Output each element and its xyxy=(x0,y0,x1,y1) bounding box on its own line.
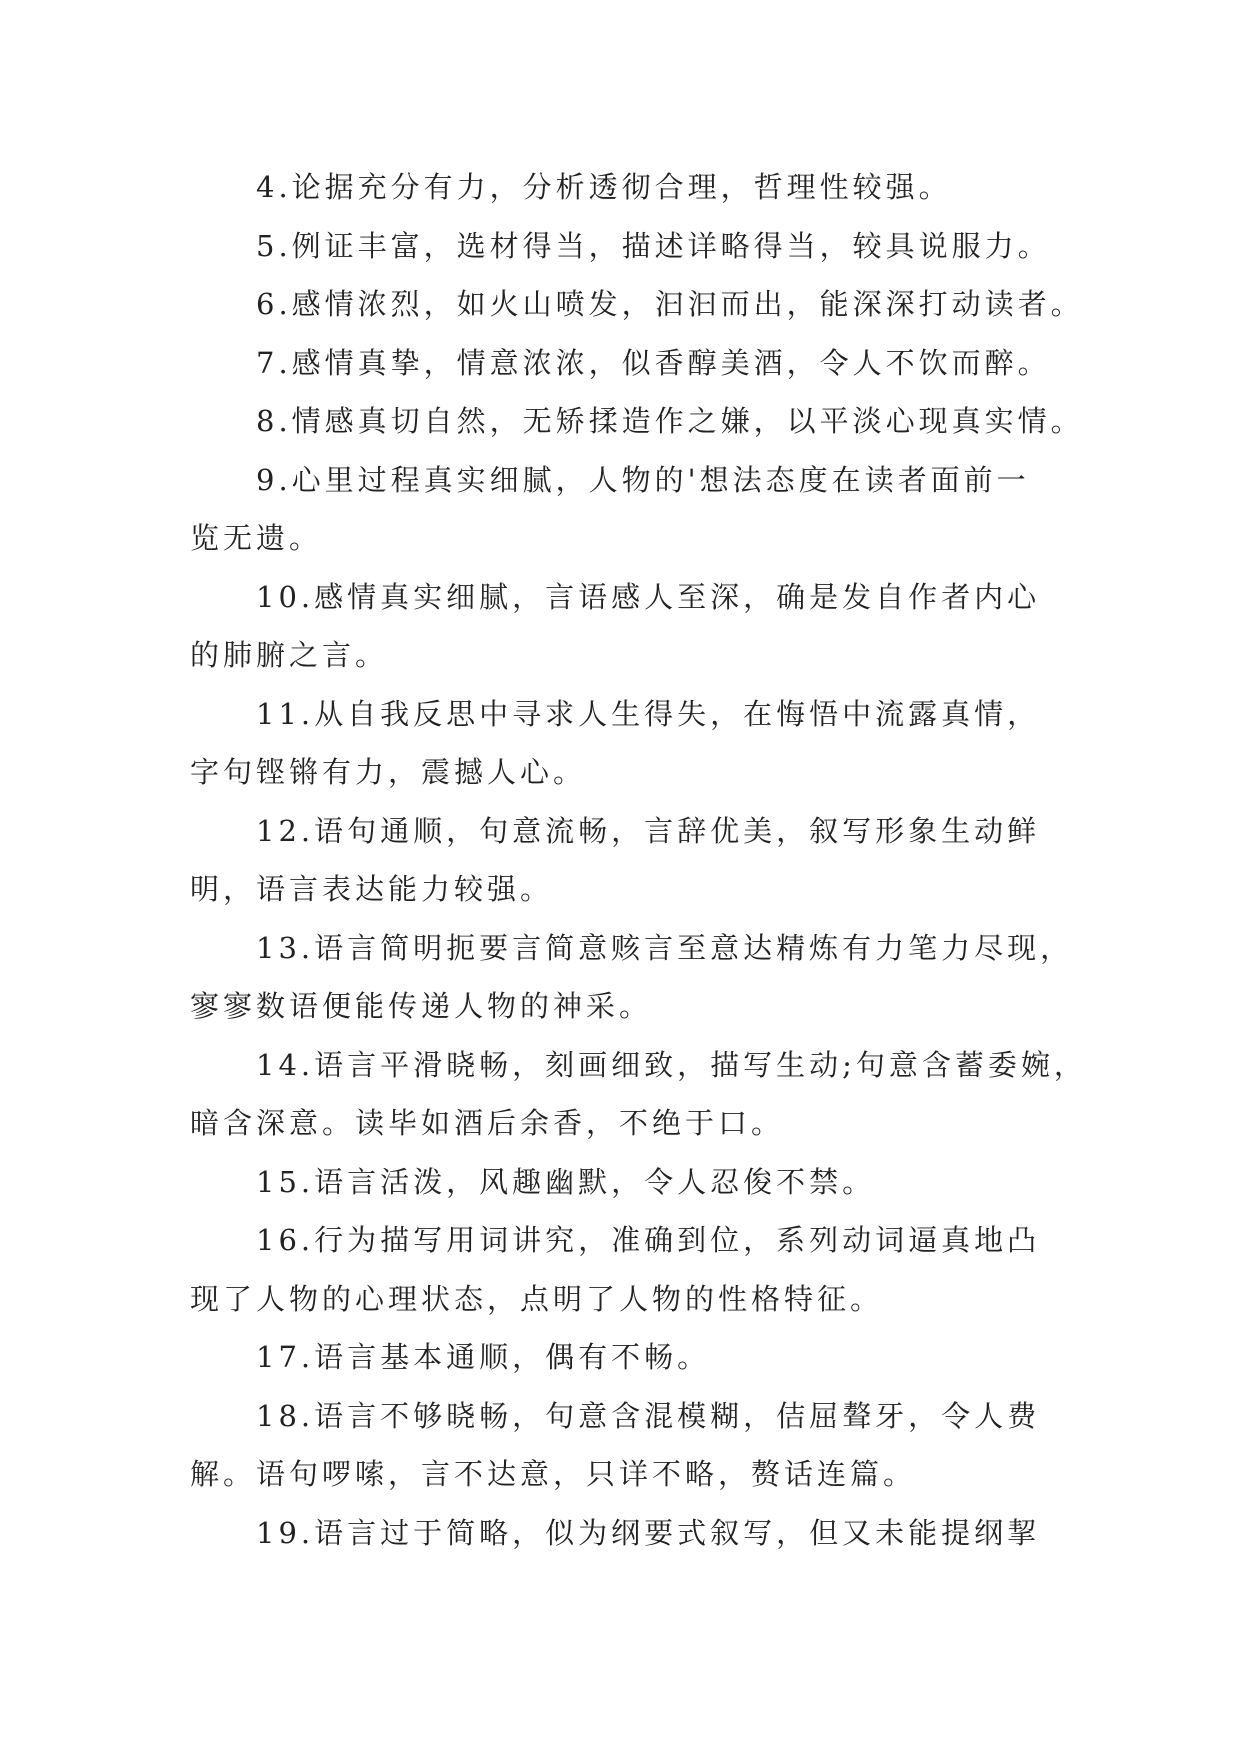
paragraph-17 xyxy=(190,1328,1070,1387)
paragraph-line: 19.语言过于简略，似为纲要式叙写，但又未能提纲挈 xyxy=(256,1515,1041,1550)
paragraph-line: 览无遗。 xyxy=(190,521,323,555)
paragraph-7 xyxy=(190,334,1070,393)
paragraph-19 xyxy=(190,1504,1070,1563)
paragraph-line: 6.感情浓烈，如火山喷发，汩汩而出，能深深打动读者。 xyxy=(256,287,1084,321)
paragraph-line: 12.语句通顺，句意流畅，言辞优美，叙写形象生动鲜 xyxy=(256,813,1041,848)
paragraph-8 xyxy=(190,392,1084,451)
paragraph-12 xyxy=(190,802,1070,919)
paragraph-15 xyxy=(190,1153,1070,1212)
paragraph-line: 13.语言简明扼要言简意赅言至意达精炼有力笔力尽现， xyxy=(256,930,1074,965)
paragraph-13 xyxy=(190,919,1074,1036)
paragraph-18 xyxy=(190,1387,1070,1504)
document-body xyxy=(190,158,1087,1562)
paragraph-line: 17.语言基本通顺，偶有不畅。 xyxy=(256,1340,711,1374)
paragraph-5 xyxy=(190,217,1070,276)
paragraph-line: 7.感情真挚，情意浓浓，似香醇美酒，令人不饮而醉。 xyxy=(256,345,1051,380)
paragraph-line: 寥寥数语便能传递人物的神采。 xyxy=(190,989,653,1023)
paragraph-line: 16.行为描写用词讲究，准确到位，系列动词逼真地凸 xyxy=(256,1223,1041,1257)
paragraph-line: 10.感情真实细腻，言语感人至深，确是发自作者内心 xyxy=(256,579,1041,614)
paragraph-line: 暗含深意。读毕如酒后余香，不绝于口。 xyxy=(190,1106,785,1140)
paragraph-line: 18.语言不够晓畅，句意含混模糊，佶屈聱牙，令人费 xyxy=(256,1398,1041,1433)
paragraph-9 xyxy=(190,451,1070,568)
paragraph-10 xyxy=(190,568,1070,685)
paragraph-line: 现了人物的心理状态，点明了人物的性格特征。 xyxy=(190,1281,884,1316)
paragraph-line: 字句铿锵有力，震撼人心。 xyxy=(190,755,587,789)
paragraph-line: 解。语句啰嗦，言不达意，只详不略，赘话连篇。 xyxy=(190,1457,917,1491)
paragraph-4 xyxy=(190,158,1070,217)
paragraph-line: 8.情感真切自然，无矫揉造作之嫌，以平淡心现真实情。 xyxy=(256,404,1084,438)
paragraph-line: 14.语言平滑晓畅，刻画细致，描写生动;句意含蓄委婉， xyxy=(256,1047,1087,1082)
paragraph-16 xyxy=(190,1211,1070,1328)
paragraph-11 xyxy=(190,685,1070,802)
paragraph-line: 11.从自我反思中寻求人生得失，在悔悟中流露真情， xyxy=(256,696,1041,731)
paragraph-line: 9.心里过程真实细腻，人物的'想法态度在读者面前一 xyxy=(256,462,1030,497)
paragraph-line: 的肺腑之言。 xyxy=(190,638,389,672)
paragraph-line: 明，语言表达能力较强。 xyxy=(190,872,554,906)
paragraph-line: 5.例证丰富，选材得当，描述详略得当，较具说服力。 xyxy=(256,228,1051,263)
paragraph-line: 15.语言活泼，风趣幽默，令人忍俊不禁。 xyxy=(256,1164,876,1199)
paragraph-6 xyxy=(190,275,1084,334)
paragraph-line: 4.论据充分有力，分析透彻合理，哲理性较强。 xyxy=(256,170,952,204)
paragraph-14 xyxy=(190,1036,1087,1153)
